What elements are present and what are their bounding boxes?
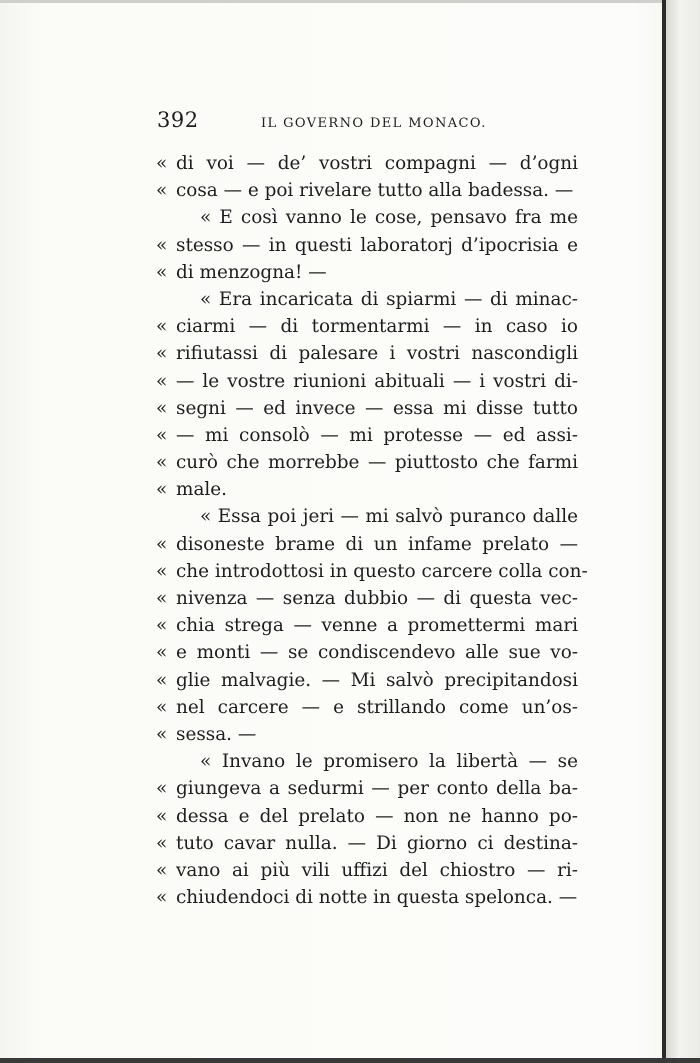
quote-mark: « — [156, 424, 168, 446]
line-text: ciarmi — di tormentarmi — in caso io — [176, 316, 578, 338]
line-text: — mi consolò — mi protesse — ed assi- — [176, 424, 578, 446]
text-line — [156, 204, 578, 231]
line-text: « Era incaricata di spiarmi — di minac- — [200, 288, 578, 310]
text-line — [156, 259, 578, 286]
page-gutter-shadow — [666, 0, 700, 1063]
line-text: giungeva a sedurmi — per conto della ba- — [176, 778, 578, 800]
quote-mark: « — [156, 859, 168, 881]
line-text: vano ai più vili uffizi del chiostro — ri- — [176, 859, 578, 881]
line-text: che introdottosi in questo carcere colla con- — [176, 560, 588, 582]
line-text: « Invano le promisero la libertà — se — [200, 751, 578, 773]
text-line — [156, 340, 578, 367]
quote-mark: « — [156, 316, 168, 338]
text-line — [156, 585, 578, 612]
page-number: 392 — [157, 108, 199, 132]
quote-mark: « — [156, 696, 168, 718]
text-line — [156, 150, 578, 177]
line-text: « E così vanno le cose, pensavo fra me — [200, 207, 578, 229]
line-text: nel carcere — e strillando come un’os- — [176, 696, 578, 718]
quote-mark: « — [156, 261, 168, 283]
text-line — [156, 748, 578, 775]
quote-mark: « — [156, 832, 168, 854]
quote-mark: « — [156, 778, 168, 800]
line-text: — le vostre riunioni abituali — i vostri di- — [176, 370, 578, 392]
quote-mark: « — [156, 669, 168, 691]
text-line — [156, 368, 578, 395]
text-line — [156, 503, 578, 530]
line-text: dessa e del prelato — non ne hanno po- — [176, 805, 578, 827]
quote-mark: « — [156, 452, 168, 474]
page-top-edge — [0, 0, 662, 3]
quote-mark: « — [156, 479, 168, 501]
line-text: segni — ed invece — essa mi disse tutto — [176, 397, 578, 419]
text-line — [156, 857, 578, 884]
line-text: male. — [176, 479, 228, 501]
text-line — [156, 639, 578, 666]
text-line — [156, 721, 578, 748]
quote-mark: « — [156, 615, 168, 637]
line-text: sessa. — — [176, 723, 257, 745]
line-text: chiudendoci di notte in questa spelonca. — — [176, 887, 578, 909]
text-line — [156, 803, 578, 830]
line-text: glie malvagie. — Mi salvò precipitandosi — [176, 669, 578, 691]
text-line — [156, 476, 578, 503]
body-text — [156, 150, 588, 911]
quote-mark: « — [156, 370, 168, 392]
text-line — [156, 884, 578, 911]
quote-mark: « — [156, 887, 168, 909]
page-bottom-edge — [0, 1058, 700, 1063]
line-text: di voi — de’ vostri compagni — d’ogni — [176, 153, 578, 174]
quote-mark: « — [156, 343, 168, 365]
text-line — [156, 830, 578, 857]
line-text: rifiutassi di palesare i vostri nascondigli — [176, 343, 578, 365]
line-text: e monti — se condiscendevo alle sue vo- — [176, 642, 578, 664]
line-text: stesso — in questi laboratorj d’ipocrisia e — [176, 234, 578, 256]
text-line — [156, 232, 578, 259]
running-title: IL GOVERNO DEL MONACO. — [261, 116, 487, 131]
quote-mark: « — [156, 533, 168, 555]
text-line — [156, 694, 578, 721]
text-line — [156, 177, 578, 204]
line-text: nivenza — senza dubbio — di questa vec- — [176, 588, 578, 609]
text-line — [156, 422, 578, 449]
running-header — [157, 108, 577, 138]
quote-mark: « — [156, 642, 168, 664]
line-text: chia strega — venne a promettermi mari — [176, 615, 578, 637]
line-text: cosa — e poi rivelare tutto alla badessa. — — [176, 180, 574, 202]
text-line — [156, 286, 578, 313]
line-text: disoneste brame di un infame prelato — — [176, 533, 578, 555]
text-line — [156, 313, 578, 340]
quote-mark: « — [156, 560, 168, 582]
quote-mark: « — [156, 723, 168, 745]
line-text: « Essa poi jeri — mi salvò puranco dalle — [200, 506, 578, 528]
line-text: curò che morrebbe — piuttosto che farmi — [176, 452, 578, 474]
text-line — [156, 775, 578, 802]
quote-mark: « — [156, 588, 168, 609]
quote-mark: « — [156, 234, 168, 256]
quote-mark: « — [156, 153, 168, 174]
quote-mark: « — [156, 397, 168, 419]
text-line — [156, 667, 578, 694]
text-line — [156, 531, 578, 558]
text-line — [156, 395, 578, 422]
text-line — [156, 612, 578, 639]
quote-mark: « — [156, 180, 168, 202]
text-line — [156, 558, 588, 585]
quote-mark: « — [156, 805, 168, 827]
line-text: tuto cavar nulla. — Di giorno ci destina- — [176, 832, 578, 854]
line-text: di menzogna! — — [176, 261, 327, 283]
text-line — [156, 449, 578, 476]
